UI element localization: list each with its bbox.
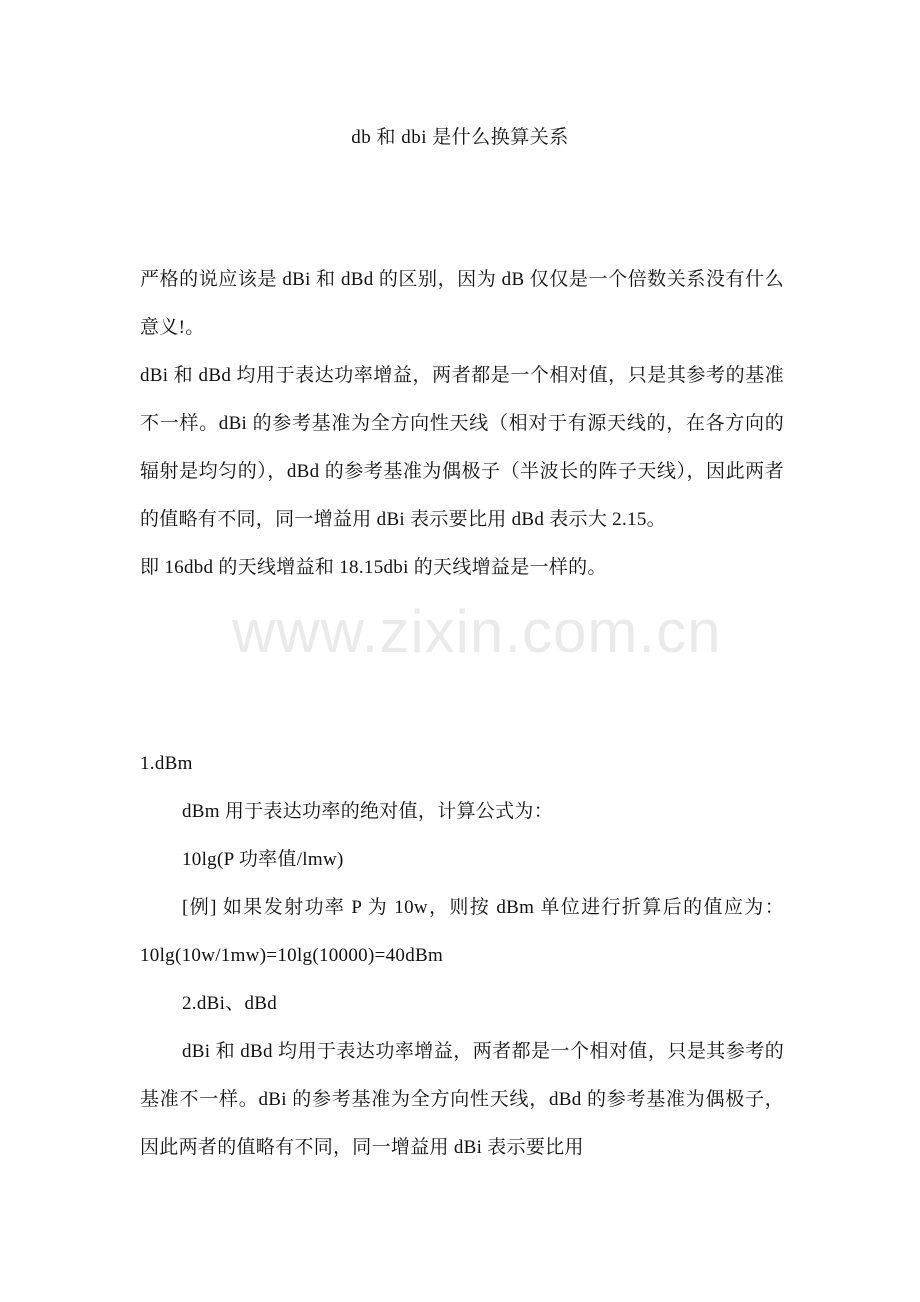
section-heading-dbi-dbd: 2.dBi、dBd bbox=[182, 993, 278, 1014]
dbm-formula: 10lg(P 功率值/lmw) bbox=[182, 849, 344, 870]
watermark: www.zixin.com.cn bbox=[232, 598, 722, 665]
document-title: db 和 dbi 是什么换算关系 bbox=[351, 127, 569, 148]
intro-paragraph-1: 严格的说应该是 dBi 和 dBd 的区别，因为 dB 仅仅是一个倍数关系没有什么意义!。 bbox=[140, 269, 784, 338]
section-heading-dbm: 1.dBm bbox=[140, 753, 193, 774]
intro-paragraph-3: 即 16dbd 的天线增益和 18.15dbi 的天线增益是一样的。 bbox=[140, 557, 607, 578]
intro-paragraph-2: dBi 和 dBd 均用于表达功率增益，两者都是一个相对值，只是其参考的基准不一样。dBi 的参考基准为全方向性天线（相对于有源天线的，在各方向的辐射是均匀的），dBd 的参考基准为偶极子（半波长的阵子天线），因此两者的值略有不同，同一增益用 dBi 表示要比用 dBd 表示大 2.15。 bbox=[140, 365, 784, 530]
intro-block bbox=[140, 256, 784, 592]
definitions-section bbox=[140, 740, 784, 1172]
dbm-example: [例] 如果发射功率 P 为 10w，则按 dBm 单位进行折算后的值应为：10lg(10w/1mw)=10lg(10000)=40dBm bbox=[140, 897, 784, 966]
dbm-description: dBm 用于表达功率的绝对值，计算公式为： bbox=[182, 801, 554, 822]
dbi-dbd-paragraph: dBi 和 dBd 均用于表达功率增益，两者都是一个相对值，只是其参考的基准不一样。dBi 的参考基准为全方向性天线，dBd 的参考基准为偶极子，因此两者的值略有不同，同一增益用 dBi 表示要比用 bbox=[140, 1041, 784, 1158]
